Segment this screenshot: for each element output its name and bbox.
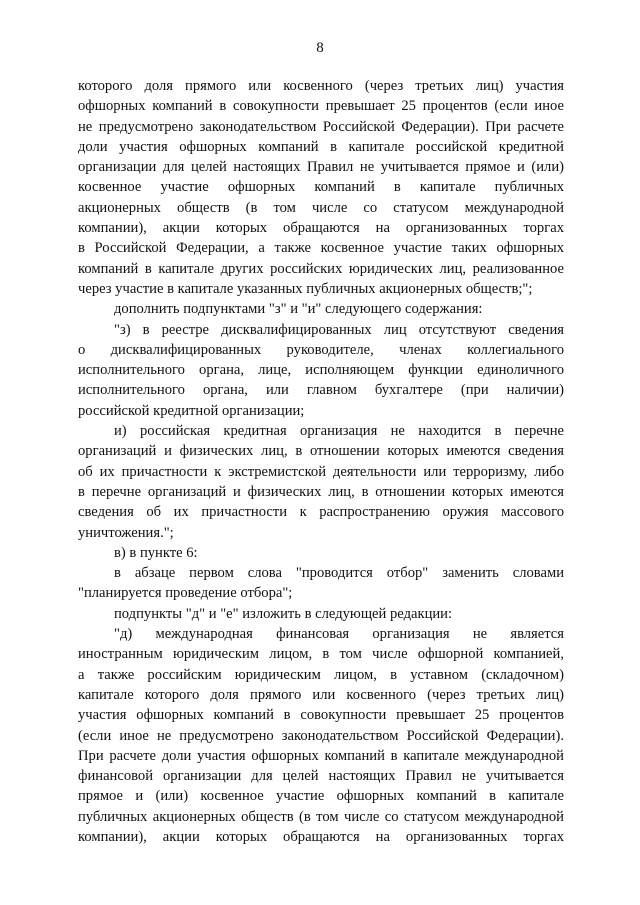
text-line: (если иное не предусмотрено законодательством Российской Федерации).: [78, 727, 564, 744]
page-number: 8: [316, 40, 324, 56]
text-line: через участие в капитале указанных публичных акционерных обществ;";: [78, 280, 533, 297]
text-line: "планируется проведение отбора";: [78, 585, 293, 602]
document-body: [78, 76, 564, 847]
text-line: офшорных компаний в совокупности превышает 25 процентов (если иное: [78, 98, 564, 115]
text-line: уничтожения.";: [78, 524, 174, 541]
text-line: компаний в капитале других российских юридических лиц, реализованное: [78, 260, 564, 277]
text-line: об их причастности к экстремистской деятельности или терроризму, либо: [78, 463, 564, 480]
text-line: в) в пункте 6:: [114, 544, 198, 561]
text-line: и) российская кредитная организация не находится в перечне: [114, 423, 564, 440]
text-line: в абзаце первом слова "проводится отбор" заменить словами: [114, 565, 564, 582]
text-line: "з) в реестре дисквалифицированных лиц отсутствуют сведения: [114, 321, 564, 338]
text-line: российской кредитной организации;: [78, 402, 305, 419]
text-line: доли участия офшорных компаний в капитале российской кредитной: [78, 138, 564, 155]
text-line: косвенное участие офшорных компаний в капитале публичных: [78, 179, 564, 196]
text-line: исполнительного органа, или главном бухгалтере (при наличии): [78, 382, 564, 399]
text-line: подпункты "д" и "е" изложить в следующей редакции:: [114, 605, 453, 622]
text-line: участия офшорных компаний в совокупности превышает 25 процентов: [78, 707, 564, 724]
text-line: в перечне организаций и физических лиц, в отношении которых имеются: [78, 483, 564, 500]
text-line: иностранным юридическим лицом, в том числе офшорной компанией,: [78, 646, 564, 663]
text-line: публичных акционерных обществ (в том числе со статусом международной: [78, 808, 564, 825]
text-line: а также российским юридическим лицом, в уставном (складочном): [78, 666, 564, 683]
text-line: акционерных обществ (в том числе со статусом международной: [78, 199, 564, 216]
text-line: дополнить подпунктами "з" и "и" следующего содержания:: [114, 301, 483, 318]
text-line: "д) международная финансовая организация не является: [114, 626, 564, 643]
text-line: компании), акции которых обращаются на организованных торгах: [78, 828, 564, 845]
text-line: организации для целей настоящих Правил не учитывается прямое и (или): [78, 159, 564, 176]
text-line: не предусмотрено законодательством Российской Федерации). При расчете: [78, 118, 564, 135]
text-line: в Российской Федерации, а также косвенное участие таких офшорных: [78, 240, 564, 257]
text-line: которого доля прямого или косвенного (через третьих лиц) участия: [78, 78, 564, 94]
text-line: сведения об их причастности к распространению оружия массового: [78, 504, 564, 521]
text-line: о дисквалифицированных руководителе, членах коллегиального: [78, 341, 564, 358]
text-line: капитале которого доля прямого или косвенного (через третьих лиц): [78, 686, 564, 703]
text-line: При расчете доли участия офшорных компаний в капитале международной: [78, 747, 564, 764]
text-line: организаций и физических лиц, в отношении которых имеются сведения: [78, 443, 564, 460]
text-line: финансовой организации для целей настоящих Правил не учитывается: [78, 768, 564, 785]
text-line: компании), акции которых обращаются на организованных торгах: [78, 220, 564, 237]
text-line: прямое и (или) косвенное участие офшорных компаний в капитале: [78, 788, 564, 805]
text-line: исполнительного органа, лице, исполняющем функции единоличного: [78, 362, 564, 379]
